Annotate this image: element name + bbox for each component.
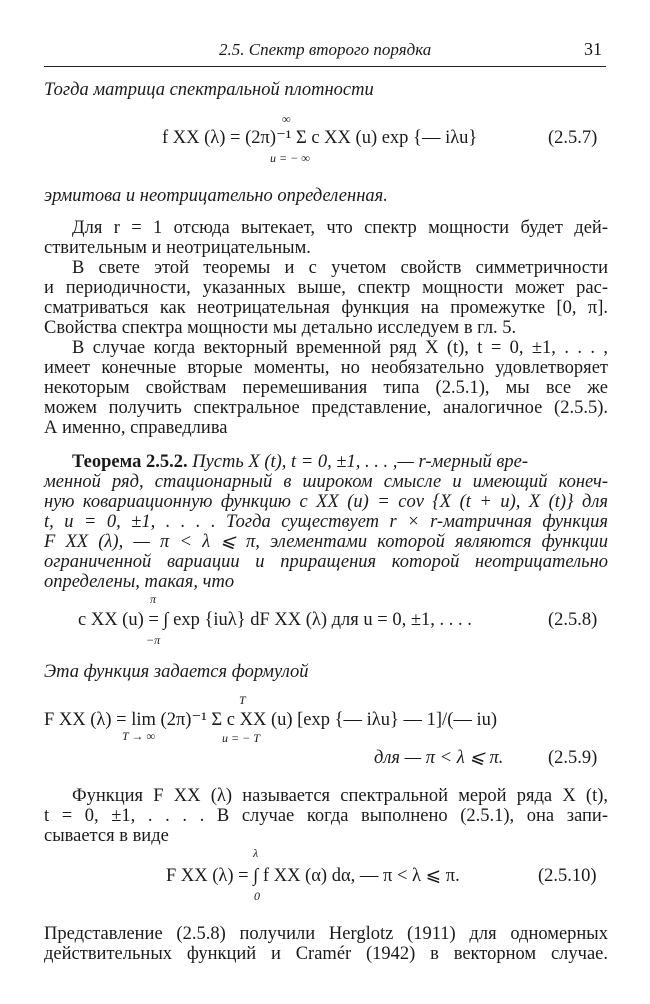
text-line: Эта функция задается формулой [44, 662, 309, 682]
text-line: Функция F XX (λ) называется спектральной мерой ряда X (t), [72, 786, 608, 806]
text-line: В свете этой теоремы и с учетом свойств симметричности [72, 258, 608, 278]
text-line: ную ковариационную функцию c XX (u) = cov {X (t + u), X (t)} для [44, 492, 608, 512]
text-line: А именно, справедлива [44, 418, 228, 438]
text-line: F XX (λ), — π < λ ⩽ π, элементами которой являются функции [44, 532, 608, 552]
text-line: эрмитова и неотрицательно определенная. [44, 186, 388, 206]
running-header [44, 36, 606, 67]
equation-2-5-8: c XX (u) = ∫ exp {iuλ} dF XX (λ) для u = 0, ±1, . . . . [78, 610, 472, 630]
equation-2-5-9: F XX (λ) = lim (2π)⁻¹ Σ c XX (u) [exp {— iλu} — 1]/(— iu) [44, 710, 498, 730]
running-title: 2.5. Спектр второго порядка [219, 40, 432, 59]
text-line: Представление (2.5.8) получили Herglotz (1911) для одномерных [44, 924, 608, 944]
sum-upper-limit: T [239, 693, 246, 707]
sum-lower-limit: u = − ∞ [270, 151, 310, 165]
equation-2-5-7: f XX (λ) = (2π)⁻¹ Σ c XX (u) exp {— iλu} [162, 128, 478, 148]
theorem-label: Теорема 2.5.2. [72, 452, 188, 472]
text-line: имеет конечные вторые моменты, но необязательно удовлетворяет [44, 358, 608, 378]
text-line: Тогда матрица спектральной плотности [44, 80, 374, 100]
page-number: 31 [584, 39, 602, 59]
text-line: и периодичности, указанных выше, спектр мощности может рас- [44, 278, 608, 298]
text-line: определены, такая, что [44, 572, 235, 592]
sum-upper-limit: ∞ [282, 112, 291, 126]
integral-upper-limit: π [150, 592, 157, 606]
sum-lower-limit: u = − T [222, 731, 260, 745]
text-line: сывается в виде [44, 826, 169, 846]
text-line: сматриваться как неотрицательная функция на промежутке [0, π]. [44, 298, 608, 318]
theorem-text: Пусть X (t), t = 0, ±1, . . . ,— r-мерный вре- [187, 452, 528, 472]
equation-number: (2.5.7) [548, 128, 598, 148]
text-line: Свойства спектра мощности мы детально исследуем в гл. 5. [44, 318, 517, 338]
text-line: можем получить спектральное представление, аналогичное (2.5.5). [44, 398, 608, 418]
text-line: менной ряд, стационарный в широком смысле и имеющий конеч- [44, 472, 608, 492]
theorem-first-line [44, 452, 608, 472]
text-line: действительных функций и Cramér (1942) в векторном случае. [44, 944, 608, 964]
text-line: t = 0, ±1, . . . . В случае когда выполнено (2.5.1), она запи- [44, 806, 608, 826]
integral-upper-limit: λ [253, 846, 259, 860]
equation-number: (2.5.9) [548, 748, 598, 768]
text-line: Для r = 1 отсюда вытекает, что спектр мощности будет дей- [72, 218, 608, 238]
text-line: В случае когда векторный временной ряд X (t), t = 0, ±1, . . . , [72, 338, 608, 358]
text-line: некоторым свойствам перемешивания типа (2.5.1), мы все же [44, 378, 608, 398]
integral-lower-limit: −π [146, 633, 161, 647]
limit-subscript: T → ∞ [122, 729, 156, 743]
text-line: ствительным и неотрицательным. [44, 238, 311, 258]
equation-number: (2.5.10) [538, 866, 597, 886]
text-line: t, u = 0, ±1, . . . . Тогда существует r × r-матричная функция [44, 512, 608, 532]
equation-number: (2.5.8) [548, 610, 598, 630]
text-line: ограниченной вариации и приращения которой неотрицательно [44, 552, 608, 572]
equation-2-5-10: F XX (λ) = ∫ f XX (α) dα, — π < λ ⩽ π. [166, 866, 460, 886]
integral-lower-limit: 0 [254, 889, 260, 903]
equation-condition: для — π < λ ⩽ π. [374, 748, 504, 768]
